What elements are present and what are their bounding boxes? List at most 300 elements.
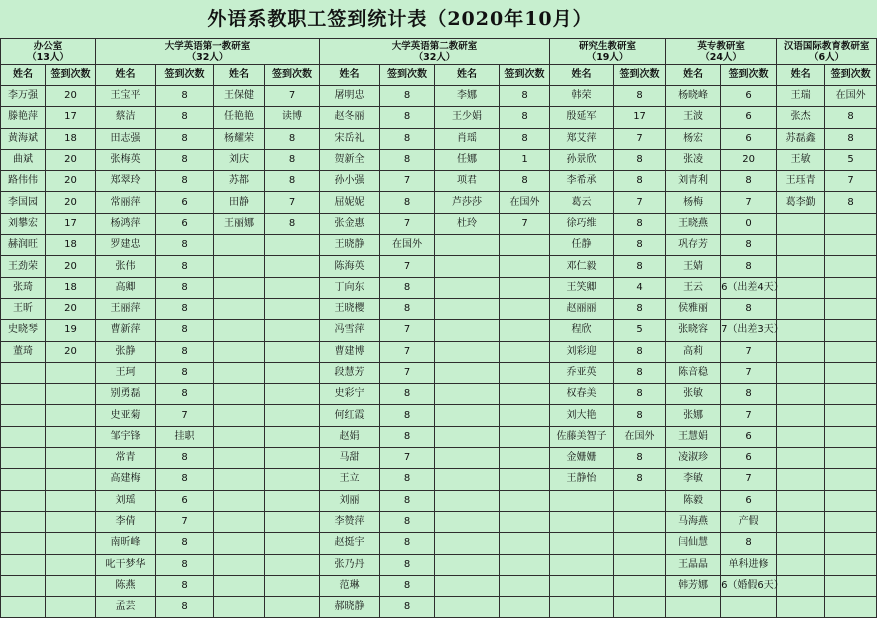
name-cell: 田静: [214, 192, 265, 213]
name-cell: 路伟伟: [1, 171, 46, 192]
count-cell: [46, 405, 96, 426]
column-header-count: 签到次数: [156, 65, 214, 86]
count-cell: 8: [380, 298, 435, 319]
count-cell: [46, 533, 96, 554]
table-row: [1, 128, 877, 149]
count-cell: 20: [46, 298, 96, 319]
count-cell: [614, 533, 666, 554]
name-cell: 别勇磊: [96, 384, 156, 405]
name-cell: 杨晓峰: [666, 86, 721, 107]
count-cell: 8: [156, 171, 214, 192]
table-row: [1, 448, 877, 469]
name-cell: [777, 490, 825, 511]
name-cell: [550, 554, 614, 575]
name-cell: 张娜: [666, 405, 721, 426]
count-cell: 7: [380, 362, 435, 383]
name-cell: [435, 362, 500, 383]
name-cell: [435, 298, 500, 319]
count-cell: 8: [156, 320, 214, 341]
count-cell: [265, 405, 320, 426]
name-cell: 史晓琴: [1, 320, 46, 341]
count-cell: [265, 469, 320, 490]
name-cell: 王婧: [666, 256, 721, 277]
count-cell: [500, 469, 550, 490]
count-cell: [265, 256, 320, 277]
count-cell: 8: [380, 149, 435, 170]
count-cell: [500, 256, 550, 277]
table-row: [1, 192, 877, 213]
name-cell: 史彩宁: [320, 384, 380, 405]
column-header-row: [1, 65, 877, 86]
name-cell: [214, 511, 265, 532]
name-cell: 刘瑶: [96, 490, 156, 511]
count-cell: 18: [46, 128, 96, 149]
count-cell: [825, 384, 877, 405]
name-cell: [214, 490, 265, 511]
count-cell: 8: [614, 235, 666, 256]
name-cell: 屠明忠: [320, 86, 380, 107]
count-cell: 7: [721, 341, 777, 362]
count-cell: 8: [380, 490, 435, 511]
count-cell: 8: [156, 448, 214, 469]
count-cell: [614, 490, 666, 511]
table-row: [1, 277, 877, 298]
count-cell: 20: [46, 149, 96, 170]
count-cell: 单科进修: [721, 554, 777, 575]
count-cell: [825, 341, 877, 362]
name-cell: 张乃丹: [320, 554, 380, 575]
count-cell: 6: [721, 86, 777, 107]
name-cell: [1, 597, 46, 618]
name-cell: 王少娟: [435, 107, 500, 128]
count-cell: [265, 362, 320, 383]
name-cell: [777, 533, 825, 554]
name-cell: [214, 277, 265, 298]
count-cell: 8: [721, 256, 777, 277]
count-cell: 8: [614, 362, 666, 383]
name-cell: 乔亚英: [550, 362, 614, 383]
name-cell: [435, 341, 500, 362]
name-cell: 程欣: [550, 320, 614, 341]
count-cell: [265, 235, 320, 256]
name-cell: 郝晓静: [320, 597, 380, 618]
count-cell: 5: [825, 149, 877, 170]
count-cell: [825, 597, 877, 618]
name-cell: 王晓樱: [320, 298, 380, 319]
count-cell: 1: [500, 149, 550, 170]
count-cell: 6: [156, 192, 214, 213]
name-cell: 高莉: [666, 341, 721, 362]
count-cell: [265, 533, 320, 554]
count-cell: 8: [380, 469, 435, 490]
column-header-name: 姓名: [777, 65, 825, 86]
count-cell: 7: [614, 192, 666, 213]
count-cell: 8: [156, 341, 214, 362]
table-row: [1, 554, 877, 575]
count-cell: 8: [380, 107, 435, 128]
count-cell: [825, 448, 877, 469]
name-cell: 陈毅: [666, 490, 721, 511]
count-cell: 8: [380, 192, 435, 213]
count-cell: [46, 384, 96, 405]
count-cell: 8: [380, 277, 435, 298]
count-cell: 8: [380, 384, 435, 405]
name-cell: [1, 448, 46, 469]
count-cell: 4: [614, 277, 666, 298]
table-row: [1, 405, 877, 426]
count-cell: 6: [721, 107, 777, 128]
name-cell: 刘攀宏: [1, 213, 46, 234]
count-cell: [500, 341, 550, 362]
count-cell: 8: [500, 107, 550, 128]
name-cell: [1, 469, 46, 490]
count-cell: 8: [614, 256, 666, 277]
name-cell: [777, 235, 825, 256]
column-header-name: 姓名: [550, 65, 614, 86]
count-cell: 8: [380, 128, 435, 149]
count-cell: 8: [825, 192, 877, 213]
name-cell: 佐藤美智子: [550, 426, 614, 447]
name-cell: 王劲荣: [1, 256, 46, 277]
table-row: [1, 320, 877, 341]
name-cell: 王珏青: [777, 171, 825, 192]
name-cell: 王慧娟: [666, 426, 721, 447]
table-row: [1, 533, 877, 554]
name-cell: 叱干梦华: [96, 554, 156, 575]
count-cell: [614, 575, 666, 596]
count-cell: [265, 298, 320, 319]
name-cell: 杨鸿萍: [96, 213, 156, 234]
count-cell: 7: [156, 405, 214, 426]
count-cell: 8: [380, 533, 435, 554]
name-cell: 肖瑶: [435, 128, 500, 149]
count-cell: [46, 575, 96, 596]
count-cell: 8: [156, 128, 214, 149]
count-cell: 8: [614, 86, 666, 107]
count-cell: 读博: [265, 107, 320, 128]
name-cell: 王保健: [214, 86, 265, 107]
count-cell: [825, 490, 877, 511]
name-cell: [550, 490, 614, 511]
name-cell: [435, 320, 500, 341]
count-cell: 8: [500, 86, 550, 107]
group-english-major: 英专教研室 （24人）: [666, 39, 777, 65]
name-cell: 邹宇锋: [96, 426, 156, 447]
count-cell: [825, 469, 877, 490]
name-cell: 罗建忠: [96, 235, 156, 256]
name-cell: 张梅英: [96, 149, 156, 170]
count-cell: [500, 277, 550, 298]
name-cell: 贺新全: [320, 149, 380, 170]
name-cell: 李万强: [1, 86, 46, 107]
name-cell: [435, 426, 500, 447]
column-header-count: 签到次数: [265, 65, 320, 86]
name-cell: [777, 597, 825, 618]
count-cell: [265, 277, 320, 298]
count-cell: [614, 597, 666, 618]
table-row: [1, 235, 877, 256]
count-cell: 8: [614, 149, 666, 170]
count-cell: [825, 298, 877, 319]
count-cell: 8: [265, 171, 320, 192]
count-cell: 6: [156, 213, 214, 234]
name-cell: [1, 511, 46, 532]
name-cell: 王笑卿: [550, 277, 614, 298]
table-row: [1, 384, 877, 405]
name-cell: [435, 277, 500, 298]
count-cell: 挂职: [156, 426, 214, 447]
count-cell: 8: [156, 469, 214, 490]
name-cell: [1, 362, 46, 383]
name-cell: 南昕峰: [96, 533, 156, 554]
name-cell: [550, 511, 614, 532]
count-cell: 在国外: [500, 192, 550, 213]
name-cell: 范琳: [320, 575, 380, 596]
page-title: 外语系教职工签到统计表（2020年10月）: [207, 8, 593, 30]
name-cell: 史亚菊: [96, 405, 156, 426]
count-cell: [500, 298, 550, 319]
count-cell: [500, 554, 550, 575]
count-cell: 0: [721, 213, 777, 234]
count-cell: 8: [265, 149, 320, 170]
name-cell: 张静: [96, 341, 156, 362]
count-cell: 18: [46, 277, 96, 298]
count-cell: 8: [500, 128, 550, 149]
name-cell: [435, 256, 500, 277]
group-graduate: 研究生教研室 （19人）: [550, 39, 666, 65]
name-cell: 任静: [550, 235, 614, 256]
count-cell: [825, 277, 877, 298]
count-cell: 7: [380, 448, 435, 469]
count-cell: 6: [721, 490, 777, 511]
count-cell: 17: [46, 213, 96, 234]
name-cell: 杨宏: [666, 128, 721, 149]
count-cell: [46, 490, 96, 511]
name-cell: 芦莎莎: [435, 192, 500, 213]
count-cell: 8: [825, 107, 877, 128]
name-cell: [1, 490, 46, 511]
count-cell: [46, 448, 96, 469]
count-cell: 8: [156, 554, 214, 575]
count-cell: 8: [614, 469, 666, 490]
count-cell: 8: [380, 405, 435, 426]
count-cell: 6: [156, 490, 214, 511]
name-cell: 王晓燕: [666, 213, 721, 234]
count-cell: [265, 490, 320, 511]
table-row: [1, 171, 877, 192]
count-cell: 8: [614, 341, 666, 362]
name-cell: [777, 469, 825, 490]
column-header-name: 姓名: [320, 65, 380, 86]
name-cell: [777, 448, 825, 469]
count-cell: [825, 235, 877, 256]
name-cell: [550, 533, 614, 554]
name-cell: 蔡洁: [96, 107, 156, 128]
name-cell: 赵娟: [320, 426, 380, 447]
name-cell: [777, 341, 825, 362]
group-english-1: 大学英语第一教研室 （32人）: [96, 39, 320, 65]
count-cell: 20: [46, 192, 96, 213]
name-cell: [777, 554, 825, 575]
name-cell: [214, 341, 265, 362]
count-cell: 8: [156, 149, 214, 170]
count-cell: 20: [46, 256, 96, 277]
name-cell: 王云: [666, 277, 721, 298]
table-row: [1, 107, 877, 128]
count-cell: 6: [721, 426, 777, 447]
name-cell: 曹建博: [320, 341, 380, 362]
table-body: [1, 86, 877, 618]
count-cell: [500, 597, 550, 618]
count-cell: 6（婚假6天）: [721, 575, 777, 596]
name-cell: [214, 384, 265, 405]
column-header-count: 签到次数: [721, 65, 777, 86]
name-cell: [214, 597, 265, 618]
count-cell: 7: [265, 86, 320, 107]
count-cell: 8: [156, 362, 214, 383]
count-cell: 7: [265, 192, 320, 213]
count-cell: 8: [156, 86, 214, 107]
name-cell: 李倩: [96, 511, 156, 532]
name-cell: 丁向东: [320, 277, 380, 298]
group-chinese-intl: 汉语国际教育教研室 （6人）: [777, 39, 877, 65]
name-cell: [435, 597, 500, 618]
name-cell: 王宝平: [96, 86, 156, 107]
name-cell: [550, 597, 614, 618]
count-cell: [614, 511, 666, 532]
count-cell: [46, 426, 96, 447]
count-cell: 8: [156, 235, 214, 256]
table-row: [1, 213, 877, 234]
count-cell: 8: [380, 426, 435, 447]
name-cell: [214, 298, 265, 319]
count-cell: [265, 320, 320, 341]
column-header-name: 姓名: [96, 65, 156, 86]
count-cell: 7: [825, 171, 877, 192]
count-cell: [825, 213, 877, 234]
count-cell: 8: [721, 298, 777, 319]
column-header-name: 姓名: [435, 65, 500, 86]
count-cell: [614, 554, 666, 575]
name-cell: [214, 320, 265, 341]
count-cell: 20: [721, 149, 777, 170]
count-cell: 20: [46, 86, 96, 107]
count-cell: [825, 533, 877, 554]
name-cell: 邓仁毅: [550, 256, 614, 277]
name-cell: 徐巧维: [550, 213, 614, 234]
name-cell: 张晓容: [666, 320, 721, 341]
name-cell: 马甜: [320, 448, 380, 469]
name-cell: [435, 405, 500, 426]
count-cell: [500, 320, 550, 341]
count-cell: [265, 597, 320, 618]
count-cell: [265, 341, 320, 362]
count-cell: 19: [46, 320, 96, 341]
count-cell: 8: [156, 575, 214, 596]
name-cell: 任艳艳: [214, 107, 265, 128]
count-cell: [825, 405, 877, 426]
count-cell: 8: [825, 128, 877, 149]
name-cell: 杜玲: [435, 213, 500, 234]
name-cell: 李娜: [435, 86, 500, 107]
name-cell: [435, 533, 500, 554]
table-row: [1, 149, 877, 170]
name-cell: 任娜: [435, 149, 500, 170]
name-cell: [435, 554, 500, 575]
count-cell: 8: [156, 277, 214, 298]
name-cell: 权春美: [550, 384, 614, 405]
name-cell: [214, 256, 265, 277]
count-cell: 8: [721, 171, 777, 192]
table-row: [1, 256, 877, 277]
name-cell: 孙景欣: [550, 149, 614, 170]
name-cell: 韩荣: [550, 86, 614, 107]
name-cell: [214, 426, 265, 447]
name-cell: 金姗姗: [550, 448, 614, 469]
name-cell: [1, 575, 46, 596]
name-cell: 王丽萍: [96, 298, 156, 319]
table-row: [1, 341, 877, 362]
column-header-name: 姓名: [214, 65, 265, 86]
name-cell: 韩芳娜: [666, 575, 721, 596]
name-cell: 冯雪萍: [320, 320, 380, 341]
name-cell: [777, 256, 825, 277]
count-cell: 7: [721, 405, 777, 426]
count-cell: [500, 426, 550, 447]
name-cell: 屈妮妮: [320, 192, 380, 213]
name-cell: 张伟: [96, 256, 156, 277]
count-cell: [46, 597, 96, 618]
count-cell: 17: [614, 107, 666, 128]
name-cell: [214, 575, 265, 596]
count-cell: 8: [500, 171, 550, 192]
table-row: [1, 575, 877, 596]
count-cell: 8: [156, 597, 214, 618]
count-cell: 7: [500, 213, 550, 234]
count-cell: [500, 533, 550, 554]
count-cell: 8: [721, 533, 777, 554]
name-cell: [777, 298, 825, 319]
name-cell: 王瑞: [777, 86, 825, 107]
name-cell: [435, 575, 500, 596]
count-cell: 7: [380, 341, 435, 362]
name-cell: 常丽萍: [96, 192, 156, 213]
name-cell: 宋岳礼: [320, 128, 380, 149]
name-cell: 马海燕: [666, 511, 721, 532]
count-cell: 8: [614, 405, 666, 426]
count-cell: 8: [614, 171, 666, 192]
count-cell: 在国外: [380, 235, 435, 256]
name-cell: [214, 469, 265, 490]
count-cell: [500, 362, 550, 383]
count-cell: [825, 426, 877, 447]
count-cell: 7: [721, 469, 777, 490]
count-cell: 8: [265, 213, 320, 234]
count-cell: 17: [46, 107, 96, 128]
name-cell: 凌淑珍: [666, 448, 721, 469]
count-cell: 8: [265, 128, 320, 149]
name-cell: 高建梅: [96, 469, 156, 490]
count-cell: [46, 469, 96, 490]
name-cell: 刘青利: [666, 171, 721, 192]
count-cell: 6: [721, 448, 777, 469]
count-cell: 8: [721, 235, 777, 256]
column-header-count: 签到次数: [825, 65, 877, 86]
count-cell: 8: [380, 86, 435, 107]
count-cell: [825, 511, 877, 532]
name-cell: 王珂: [96, 362, 156, 383]
name-cell: [1, 533, 46, 554]
